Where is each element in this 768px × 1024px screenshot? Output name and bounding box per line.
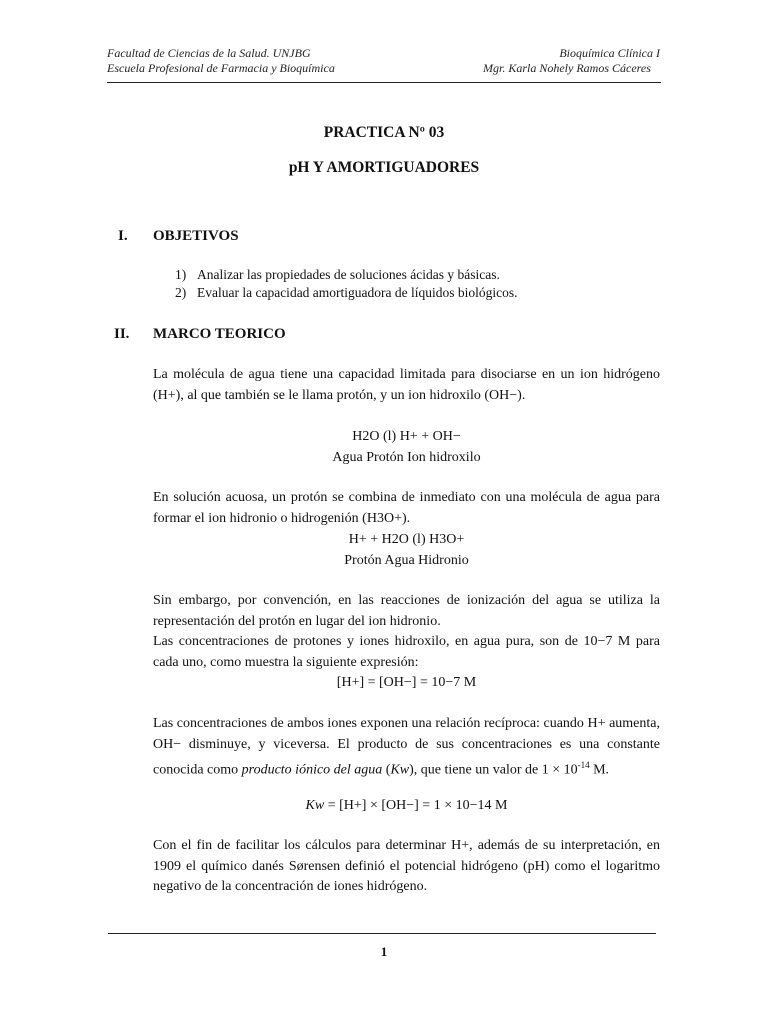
equation-dissociation-labels: Agua Protón Ion hidroxilo	[332, 450, 481, 465]
header-author: Mgr. Karla Nohely Ramos Cáceres	[483, 61, 651, 75]
header-school: Escuela Profesional de Farmacia y Bioquímica	[107, 61, 335, 75]
list-item-text: Evaluar la capacidad amortiguadora de líquidos biológicos.	[197, 285, 518, 300]
objectives-list	[175, 266, 518, 302]
p5-text-a: Las concentraciones de ambos iones exponen una relación recíproca: cuando H+ aumenta, OH− disminuye, y viceversa. El producto de sus concentraciones es una constante conocida como	[153, 716, 660, 778]
equation-concentrations: [H+] = [OH−] = 10−7 M	[336, 675, 477, 690]
header-course: Bioquímica Clínica I	[559, 46, 660, 60]
p5-text-d: M.	[589, 762, 610, 778]
paragraph-concentrations: Las concentraciones de protones y iones hidroxilo, en agua pura, son de 10−7 M para cada uno, como muestra la siguiente expresión:	[153, 634, 660, 670]
p5-emphasis-ionic-product: producto iónico del agua	[241, 762, 383, 778]
equation-hydronium-labels: Protón Agua Hidronio	[344, 553, 469, 568]
footer-divider	[108, 933, 656, 934]
header-left	[107, 46, 397, 76]
section-1-heading: OBJETIVOS	[153, 228, 239, 244]
paragraph-ph-definition: Con el fin de facilitar los cálculos para determinar H+, además de su interpretación, en 1909 el químico danés Sørensen definió el potencial hidrógeno (pH) como el logaritmo negativo de la concentración de iones hidrógeno.	[153, 838, 660, 894]
paragraph-water-dissociation: La molécula de agua tiene una capacidad limitada para disociarse en un ion hidrógeno (H+), al que también se le llama protón, y un ion hidroxilo (OH−).	[153, 367, 660, 403]
list-item-text: Analizar las propiedades de soluciones ácidas y básicas.	[197, 267, 500, 282]
p5-text-c: ), que tiene un valor de 1 × 10	[409, 762, 578, 778]
list-item-number: 2)	[175, 285, 187, 300]
document-title: PRACTICA Nº 03	[323, 124, 445, 141]
paragraph-convention: Sin embargo, por convención, en las reacciones de ionización del agua se utiliza la representación del protón en lugar del ion hidronio.	[153, 593, 660, 629]
section-2-number: II.	[114, 326, 130, 342]
p5-exponent: -14	[577, 760, 590, 770]
paragraph-hydronium: En solución acuosa, un protón se combina de inmediato con una molécula de agua para formar el ion hidronio o hidrogenión (H3O+).	[153, 490, 660, 526]
list-item	[175, 266, 518, 284]
page-number: 1	[380, 944, 388, 959]
list-item-number: 1)	[175, 267, 187, 282]
header-divider	[107, 82, 661, 83]
p5-emphasis-kw: Kw	[390, 762, 410, 778]
section-2-heading: MARCO TEORICO	[153, 326, 286, 342]
equation-kw-symbol: Kw	[305, 798, 325, 813]
header-faculty: Facultad de Ciencias de la Salud. UNJBG	[107, 46, 311, 60]
equation-dissociation: H2O (l) H+ + OH−	[352, 429, 461, 444]
p5-text-b: (	[382, 762, 391, 778]
section-1-number: I.	[118, 228, 128, 244]
equation-hydronium: H+ + H2O (l) H3O+	[348, 532, 465, 547]
equation-kw	[153, 796, 660, 817]
document-subtitle: pH Y AMORTIGUADORES	[288, 159, 480, 176]
equation-kw-rest: = [H+] × [OH−] = 1 × 10−14 M	[324, 798, 508, 813]
paragraph-ionic-product	[153, 714, 660, 781]
header-right	[460, 46, 660, 76]
list-item	[175, 284, 518, 302]
